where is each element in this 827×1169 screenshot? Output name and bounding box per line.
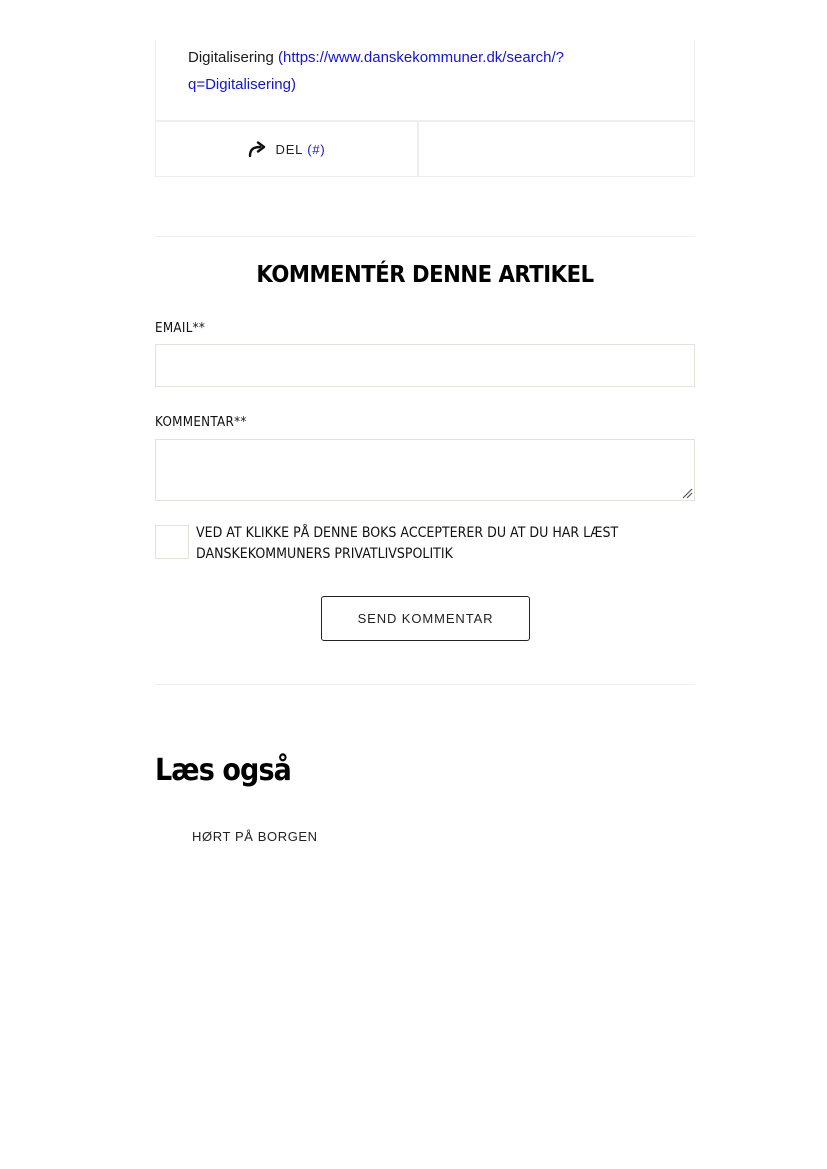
email-field[interactable] bbox=[155, 344, 695, 387]
send-comment-button[interactable]: SEND KOMMENTAR bbox=[321, 596, 530, 641]
read-also-heading: Læs også bbox=[155, 753, 291, 788]
consent-label: VED AT KLIKKE PÅ DENNE BOKS ACCEPTERER DU AT DU HAR LÆST DANSKEKOMMUNERS PRIVATLIVSPOLITIK bbox=[196, 525, 619, 562]
tag-link-digitalisering[interactable]: (https://www.danskekommuner.dk/search/?q=Digitalisering) bbox=[188, 49, 565, 93]
share-cell bbox=[156, 122, 419, 176]
tags-list bbox=[156, 40, 694, 122]
comment-field[interactable] bbox=[155, 439, 695, 501]
share-arrow-icon bbox=[248, 141, 266, 157]
tag-text: Digitalisering bbox=[188, 49, 274, 66]
comment-form-title: KOMMENTÉR DENNE ARTIKEL bbox=[256, 262, 594, 288]
share-link-hash[interactable]: (#) bbox=[307, 141, 326, 157]
share-row bbox=[156, 122, 694, 176]
section-divider bbox=[155, 236, 695, 237]
related-article-link[interactable]: HØRT PÅ BORGEN bbox=[192, 829, 318, 843]
section-divider bbox=[155, 684, 695, 685]
share-cell-empty bbox=[419, 122, 694, 176]
share-button[interactable] bbox=[248, 141, 326, 157]
article-tags-card bbox=[155, 40, 695, 177]
share-label: DEL bbox=[275, 141, 304, 157]
comment-label: KOMMENTAR** bbox=[155, 415, 247, 430]
resize-handle-icon[interactable] bbox=[681, 487, 693, 499]
comment-field-wrapper bbox=[155, 439, 695, 501]
consent-checkbox[interactable] bbox=[155, 525, 189, 559]
email-label: EMAIL** bbox=[155, 321, 206, 336]
